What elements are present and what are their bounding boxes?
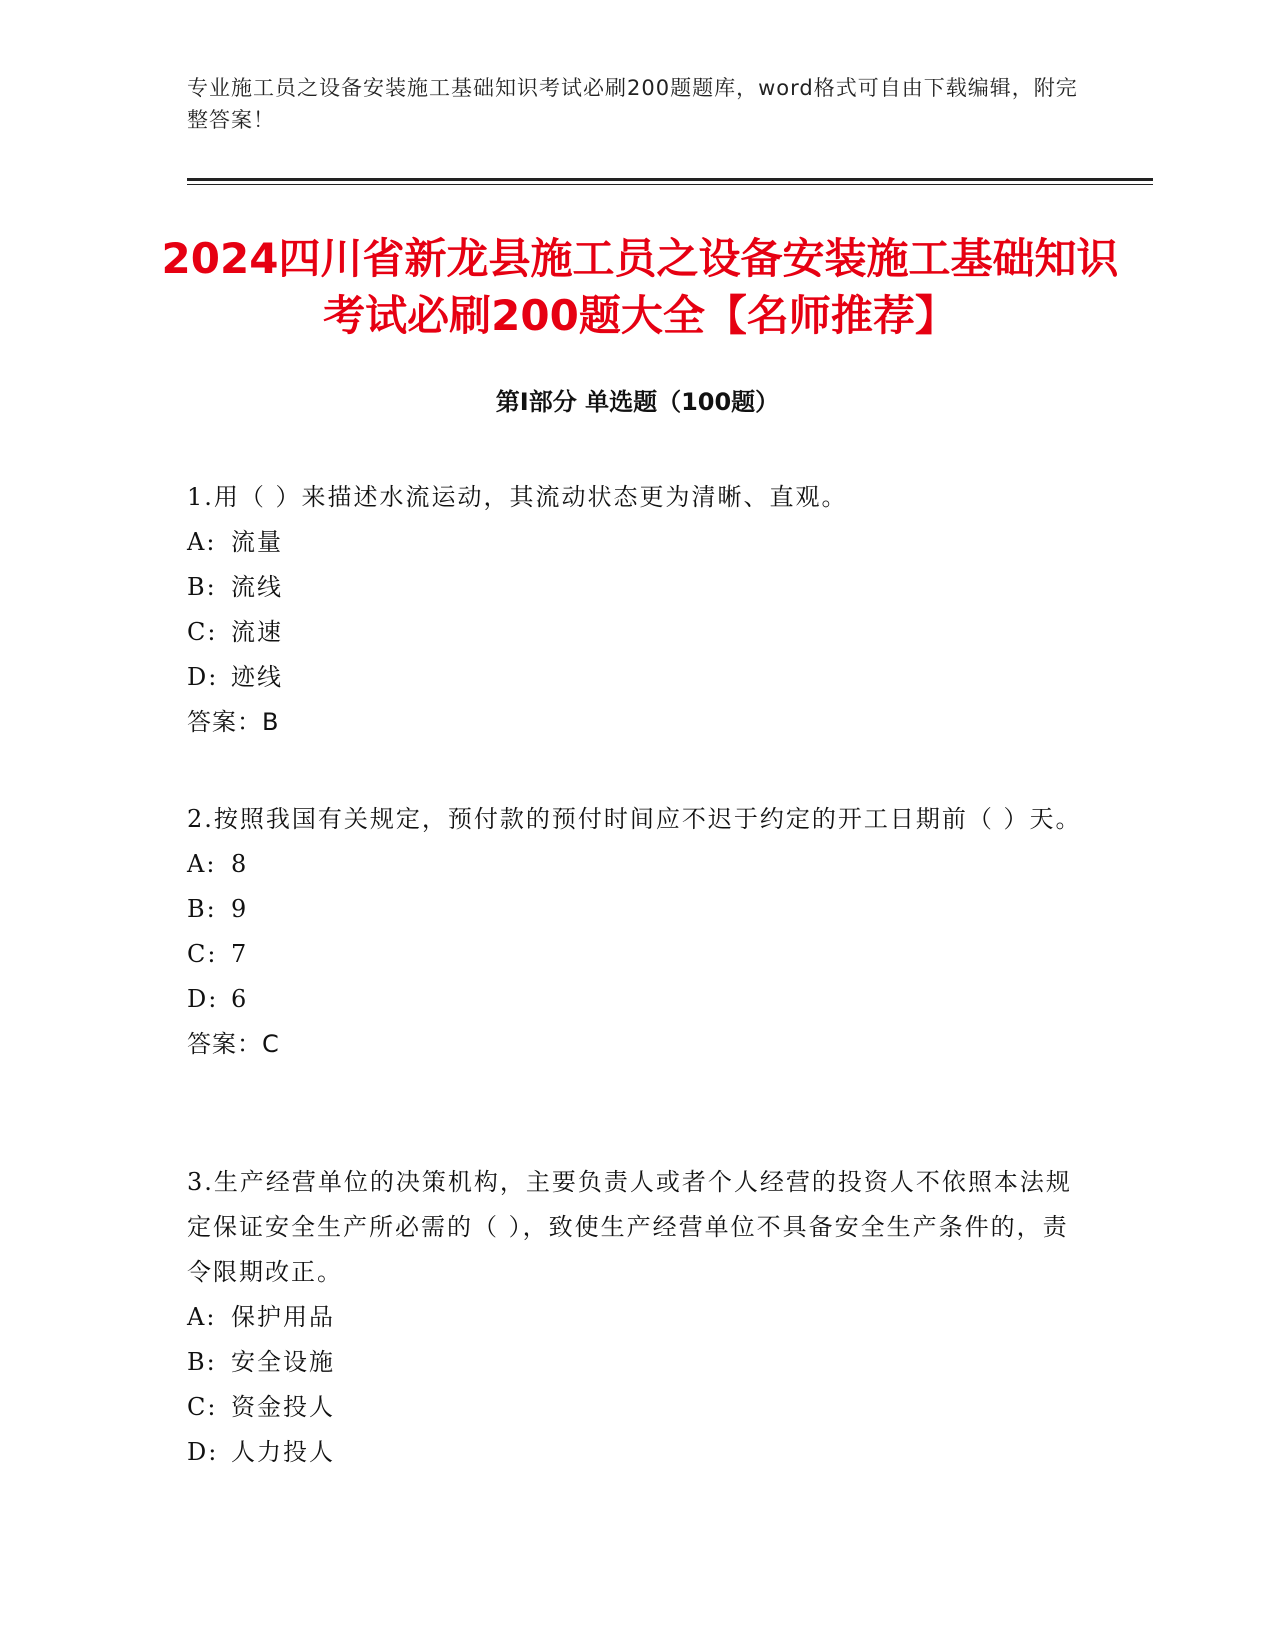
option-label: C: (187, 940, 218, 968)
option-label: A: (187, 528, 217, 556)
option-label: D: (187, 663, 219, 691)
option-text: 流速 (231, 618, 283, 646)
question-3 (187, 1160, 1087, 1475)
option-label: C: (187, 618, 218, 646)
header-rule-thin (187, 184, 1153, 185)
option-label: D: (187, 1438, 219, 1466)
option-d (187, 977, 1087, 1022)
option-b (187, 887, 1087, 932)
option-text: 人力投人 (231, 1438, 335, 1466)
option-label: B: (187, 895, 217, 923)
option-a (187, 520, 1087, 565)
option-a (187, 842, 1087, 887)
option-text: 6 (231, 985, 249, 1013)
option-label: A: (187, 850, 217, 878)
question-stem: 1.用（ ）来描述水流运动，其流动状态更为清晰、直观。 (187, 483, 848, 511)
option-label: A: (187, 1303, 217, 1331)
answer-line (187, 700, 1087, 745)
option-c (187, 610, 1087, 655)
question-1 (187, 475, 1087, 745)
option-label: C: (187, 1393, 218, 1421)
option-d (187, 1430, 1087, 1475)
option-b (187, 565, 1087, 610)
option-label: D: (187, 985, 219, 1013)
option-c (187, 1385, 1087, 1430)
option-d (187, 655, 1087, 700)
header-note: 专业施工员之设备安装施工基础知识考试必刷200题题库，word格式可自由下载编辑，附完整答案！ (187, 76, 1078, 132)
header-rule-thick (187, 178, 1153, 181)
answer-value: B (262, 708, 280, 736)
answer-line (187, 1022, 1087, 1067)
answer-prefix: 答案： (187, 708, 262, 736)
section-title: 第I部分 单选题（100题） (495, 388, 780, 416)
option-text: 流量 (231, 528, 283, 556)
option-b (187, 1340, 1087, 1385)
option-text: 迹线 (231, 663, 283, 691)
option-text: 安全设施 (231, 1348, 335, 1376)
answer-prefix: 答案： (187, 1030, 262, 1058)
question-stem: 3.生产经营单位的决策机构，主要负责人或者个人经营的投资人不依照本法规定保证安全生产所必需的（ ），致使生产经营单位不具备安全生产条件的，责令限期改正。 (187, 1168, 1072, 1286)
option-c (187, 932, 1087, 977)
option-text: 资金投人 (231, 1393, 335, 1421)
option-text: 7 (231, 940, 249, 968)
question-stem: 2.按照我国有关规定，预付款的预付时间应不迟于约定的开工日期前（ ）天。 (187, 805, 1082, 833)
document-title: 2024四川省新龙县施工员之设备安装施工基础知识考试必刷200题大全【名师推荐】 (161, 234, 1119, 340)
option-label: B: (187, 573, 217, 601)
option-text: 8 (231, 850, 249, 878)
option-text: 保护用品 (231, 1303, 335, 1331)
answer-value: C (262, 1030, 280, 1058)
option-label: B: (187, 1348, 217, 1376)
option-text: 流线 (231, 573, 283, 601)
option-text: 9 (231, 895, 249, 923)
option-a (187, 1295, 1087, 1340)
question-2 (187, 797, 1087, 1067)
